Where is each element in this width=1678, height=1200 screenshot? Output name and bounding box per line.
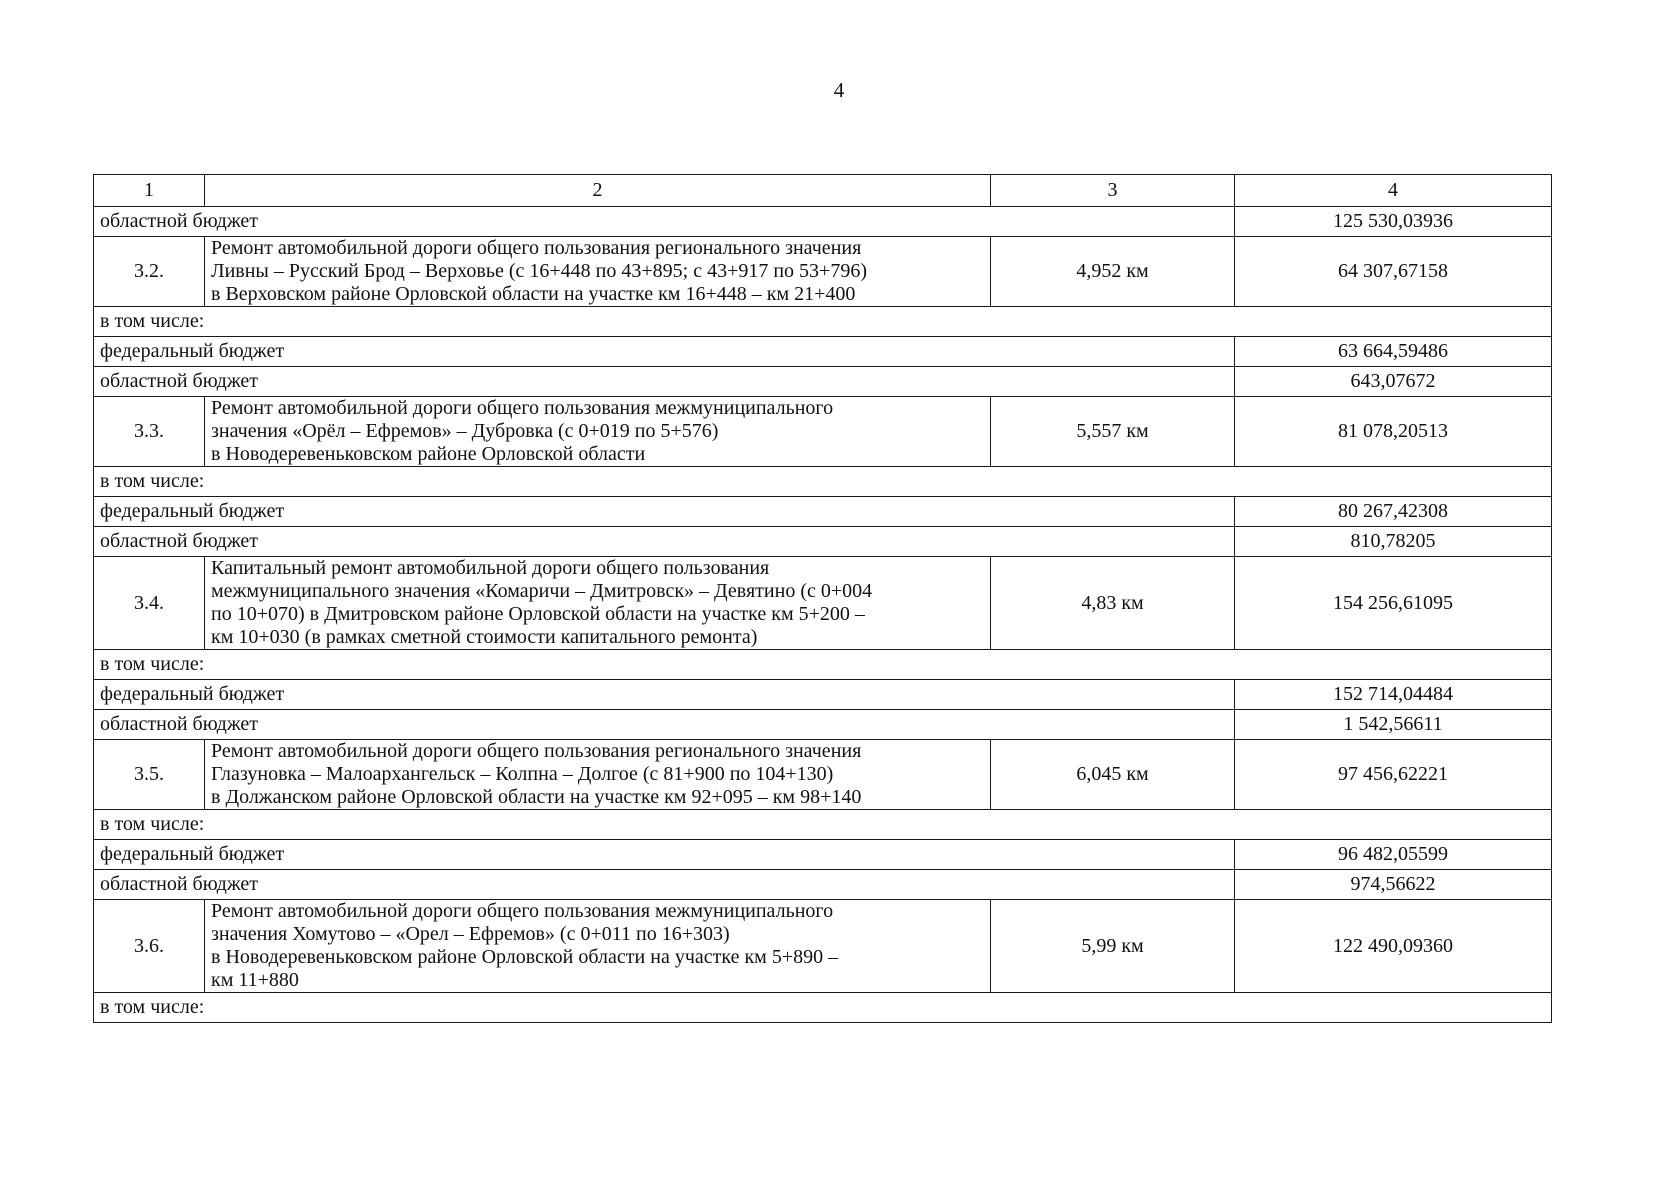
item-number: 3.5. [94,740,205,810]
budget-label: областной бюджет [94,870,1235,900]
description-line: по 10+070) в Дмитровском районе Орловской области на участке км 5+200 – [211,603,865,625]
item-row [94,740,1552,810]
description-line: км 10+030 (в рамках сметной стоимости капитального ремонта) [211,626,758,648]
description-line: в Новодеревеньковском районе Орловской области [211,443,646,465]
budget-amount: 80 267,42308 [1235,497,1552,527]
budget-row [94,497,1552,527]
note-label: в том числе: [94,810,1552,840]
note-row [94,993,1552,1023]
budget-row [94,680,1552,710]
budget-row [94,840,1552,870]
header-cell: 4 [1235,175,1552,207]
budget-row [94,367,1552,397]
budget-row [94,337,1552,367]
description-line: Ремонт автомобильной дороги общего пользования регионального значения [211,237,862,259]
item-amount: 122 490,09360 [1235,900,1552,993]
budget-label: областной бюджет [94,367,1235,397]
budget-row [94,870,1552,900]
description-line: Ремонт автомобильной дороги общего пользования межмуниципального [211,397,834,419]
description-line: Ремонт автомобильной дороги общего пользования регионального значения [211,740,862,762]
item-number: 3.3. [94,397,205,467]
note-row [94,650,1552,680]
description-line: Ремонт автомобильной дороги общего пользования межмуниципального [211,900,834,922]
budget-amount: 63 664,59486 [1235,337,1552,367]
description-line: км 11+880 [211,969,299,991]
budget-amount: 1 542,56611 [1235,710,1552,740]
item-description [205,237,991,307]
item-length: 6,045 км [991,740,1235,810]
budget-label: областной бюджет [94,710,1235,740]
budget-amount: 643,07672 [1235,367,1552,397]
item-description [205,740,991,810]
budget-row [94,710,1552,740]
item-amount: 81 078,20513 [1235,397,1552,467]
item-length: 5,99 км [991,900,1235,993]
budget-table [93,174,1552,1023]
description-line: в Должанском районе Орловской области на участке км 92+095 – км 98+140 [211,786,862,808]
budget-label: федеральный бюджет [94,337,1235,367]
header-cell: 1 [94,175,205,207]
item-row [94,557,1552,650]
item-number: 3.2. [94,237,205,307]
budget-row [94,207,1552,237]
note-row [94,467,1552,497]
budget-label: федеральный бюджет [94,840,1235,870]
page-number: 4 [833,78,845,102]
budget-label: федеральный бюджет [94,680,1235,710]
description-line: Капитальный ремонт автомобильной дороги общего пользования [211,557,770,579]
note-label: в том числе: [94,993,1552,1023]
description-line: Ливны – Русский Брод – Верховье (с 16+448 по 43+895; с 43+917 по 53+796) [211,260,867,282]
item-description [205,900,991,993]
header-cell: 3 [991,175,1235,207]
item-amount: 97 456,62221 [1235,740,1552,810]
item-row [94,397,1552,467]
budget-label: федеральный бюджет [94,497,1235,527]
budget-label: областной бюджет [94,527,1235,557]
budget-amount: 125 530,03936 [1235,207,1552,237]
item-description [205,397,991,467]
description-line: Глазуновка – Малоархангельск – Колпна – Долгое (с 81+900 по 104+130) [211,763,834,785]
item-row [94,237,1552,307]
item-amount: 64 307,67158 [1235,237,1552,307]
budget-row [94,527,1552,557]
note-row [94,307,1552,337]
item-row [94,900,1552,993]
header-cell: 2 [205,175,991,207]
note-label: в том числе: [94,307,1552,337]
item-number: 3.6. [94,900,205,993]
note-label: в том числе: [94,467,1552,497]
description-line: значения Хомутово – «Орел – Ефремов» (с 0+011 по 16+303) [211,923,730,945]
description-line: в Верховском районе Орловской области на участке км 16+448 – км 21+400 [211,283,856,305]
budget-amount: 974,56622 [1235,870,1552,900]
item-number: 3.4. [94,557,205,650]
item-amount: 154 256,61095 [1235,557,1552,650]
item-length: 4,83 км [991,557,1235,650]
item-length: 5,557 км [991,397,1235,467]
budget-amount: 152 714,04484 [1235,680,1552,710]
item-description [205,557,991,650]
budget-amount: 96 482,05599 [1235,840,1552,870]
budget-amount: 810,78205 [1235,527,1552,557]
item-length: 4,952 км [991,237,1235,307]
description-line: значения «Орёл – Ефремов» – Дубровка (с 0+019 по 5+576) [211,420,719,442]
note-row [94,810,1552,840]
budget-label: областной бюджет [94,207,1235,237]
table-header-row [94,175,1552,207]
description-line: в Новодеревеньковском районе Орловской области на участке км 5+890 – [211,946,839,968]
description-line: межмуниципального значения «Комаричи – Дмитровск» – Девятино (с 0+004 [211,580,873,602]
note-label: в том числе: [94,650,1552,680]
